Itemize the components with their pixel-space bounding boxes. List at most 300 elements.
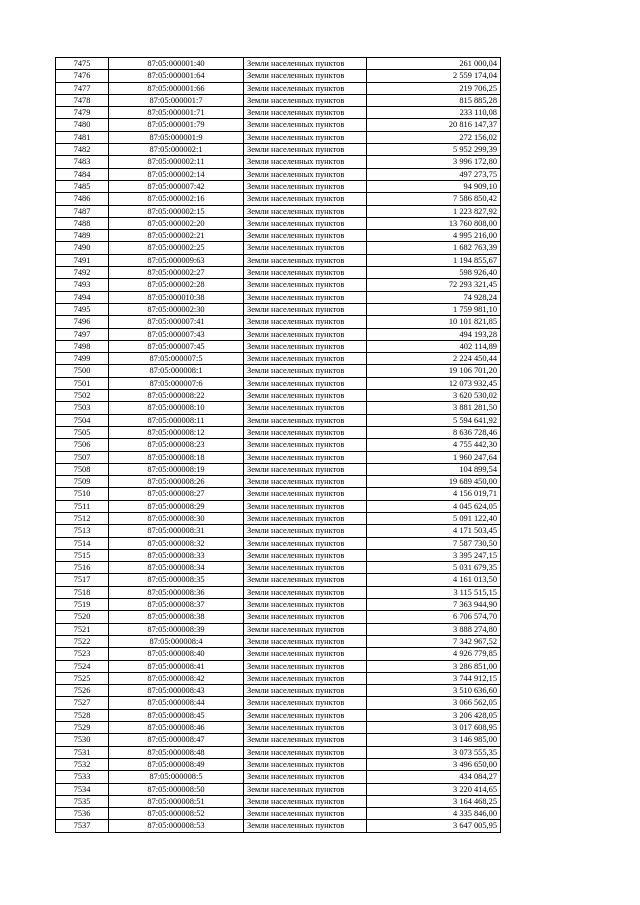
table-row <box>56 795 501 807</box>
land-category-cell: Земли населенных пунктов <box>244 168 367 180</box>
row-number-cell: 7513 <box>56 525 109 537</box>
cadastral-number-cell: 87:05:000008:18 <box>109 451 244 463</box>
cadastral-number-cell: 87:05:000008:51 <box>109 795 244 807</box>
cadastral-number-cell: 87:05:000008:42 <box>109 672 244 684</box>
table-row <box>56 771 501 783</box>
cadastral-value-cell: 1 194 855,67 <box>367 254 501 266</box>
row-number-cell: 7531 <box>56 746 109 758</box>
land-category-cell: Земли населенных пунктов <box>244 537 367 549</box>
table-row <box>56 623 501 635</box>
row-number-cell: 7500 <box>56 365 109 377</box>
table-row <box>56 660 501 672</box>
cadastral-value-cell: 4 156 019,71 <box>367 488 501 500</box>
cadastral-value-cell: 3 510 636,60 <box>367 685 501 697</box>
land-category-cell: Земли населенных пунктов <box>244 414 367 426</box>
cadastral-value-cell: 19 106 701,20 <box>367 365 501 377</box>
land-category-cell: Земли населенных пунктов <box>244 574 367 586</box>
land-category-cell: Земли населенных пунктов <box>244 820 367 832</box>
land-category-cell: Земли населенных пунктов <box>244 611 367 623</box>
row-number-cell: 7524 <box>56 660 109 672</box>
cadastral-value-cell: 4 161 013,50 <box>367 574 501 586</box>
cadastral-value-cell: 3 017 608,95 <box>367 722 501 734</box>
land-category-cell: Земли населенных пунктов <box>244 390 367 402</box>
land-category-cell: Земли населенных пунктов <box>244 230 367 242</box>
cadastral-value-cell: 3 881 281,50 <box>367 402 501 414</box>
row-number-cell: 7514 <box>56 537 109 549</box>
row-number-cell: 7488 <box>56 217 109 229</box>
cadastral-number-cell: 87:05:000008:44 <box>109 697 244 709</box>
table-row <box>56 537 501 549</box>
row-number-cell: 7515 <box>56 549 109 561</box>
cadastral-value-cell: 12 073 932,45 <box>367 377 501 389</box>
row-number-cell: 7519 <box>56 599 109 611</box>
cadastral-number-cell: 87:05:000008:30 <box>109 512 244 524</box>
land-category-cell: Земли населенных пунктов <box>244 180 367 192</box>
cadastral-number-cell: 87:05:000008:39 <box>109 623 244 635</box>
land-category-cell: Земли населенных пунктов <box>244 217 367 229</box>
cadastral-number-cell: 87:05:000008:48 <box>109 746 244 758</box>
land-category-cell: Земли населенных пунктов <box>244 193 367 205</box>
table-row <box>56 439 501 451</box>
table-row <box>56 611 501 623</box>
row-number-cell: 7507 <box>56 451 109 463</box>
cadastral-number-cell: 87:05:000007:41 <box>109 316 244 328</box>
land-category-cell: Земли населенных пунктов <box>244 586 367 598</box>
row-number-cell: 7518 <box>56 586 109 598</box>
table-row <box>56 205 501 217</box>
table-row <box>56 70 501 82</box>
land-category-cell: Земли населенных пунктов <box>244 94 367 106</box>
table-body <box>56 58 501 833</box>
cadastral-value-cell: 3 164 468,25 <box>367 795 501 807</box>
row-number-cell: 7478 <box>56 94 109 106</box>
cadastral-number-cell: 87:05:000007:42 <box>109 180 244 192</box>
cadastral-number-cell: 87:05:000008:19 <box>109 463 244 475</box>
row-number-cell: 7511 <box>56 500 109 512</box>
row-number-cell: 7481 <box>56 131 109 143</box>
cadastral-value-cell: 3 496 650,00 <box>367 758 501 770</box>
row-number-cell: 7475 <box>56 58 109 70</box>
cadastral-value-cell: 261 000,04 <box>367 58 501 70</box>
cadastral-number-cell: 87:05:000002:15 <box>109 205 244 217</box>
cadastral-number-cell: 87:05:000002:1 <box>109 144 244 156</box>
cadastral-number-cell: 87:05:000008:45 <box>109 709 244 721</box>
table-row <box>56 722 501 734</box>
land-category-cell: Земли населенных пунктов <box>244 82 367 94</box>
table-row <box>56 685 501 697</box>
cadastral-number-cell: 87:05:000008:29 <box>109 500 244 512</box>
table-row <box>56 119 501 131</box>
cadastral-value-cell: 4 171 503,45 <box>367 525 501 537</box>
row-number-cell: 7492 <box>56 267 109 279</box>
cadastral-number-cell: 87:05:000008:11 <box>109 414 244 426</box>
cadastral-number-cell: 87:05:000008:53 <box>109 820 244 832</box>
cadastral-value-cell: 3 115 515,15 <box>367 586 501 598</box>
cadastral-number-cell: 87:05:000008:10 <box>109 402 244 414</box>
land-category-cell: Земли населенных пунктов <box>244 254 367 266</box>
cadastral-value-table <box>55 57 501 833</box>
land-category-cell: Земли населенных пунктов <box>244 131 367 143</box>
cadastral-number-cell: 87:05:000008:33 <box>109 549 244 561</box>
table-row <box>56 808 501 820</box>
row-number-cell: 7510 <box>56 488 109 500</box>
cadastral-value-cell: 402 114,89 <box>367 340 501 352</box>
table-row <box>56 512 501 524</box>
row-number-cell: 7491 <box>56 254 109 266</box>
table-row <box>56 672 501 684</box>
row-number-cell: 7529 <box>56 722 109 734</box>
cadastral-number-cell: 87:05:000002:30 <box>109 303 244 315</box>
land-category-cell: Земли населенных пунктов <box>244 500 367 512</box>
cadastral-number-cell: 87:05:000002:25 <box>109 242 244 254</box>
table-row <box>56 353 501 365</box>
row-number-cell: 7480 <box>56 119 109 131</box>
cadastral-number-cell: 87:05:000008:31 <box>109 525 244 537</box>
cadastral-value-cell: 74 928,24 <box>367 291 501 303</box>
table-row <box>56 390 501 402</box>
table-row <box>56 525 501 537</box>
row-number-cell: 7526 <box>56 685 109 697</box>
table-row <box>56 156 501 168</box>
cadastral-value-cell: 5 594 641,92 <box>367 414 501 426</box>
land-category-cell: Земли населенных пунктов <box>244 599 367 611</box>
cadastral-value-cell: 94 909,10 <box>367 180 501 192</box>
cadastral-number-cell: 87:05:000007:6 <box>109 377 244 389</box>
table-row <box>56 94 501 106</box>
row-number-cell: 7523 <box>56 648 109 660</box>
cadastral-value-cell: 1 759 981,10 <box>367 303 501 315</box>
row-number-cell: 7528 <box>56 709 109 721</box>
cadastral-number-cell: 87:05:000007:43 <box>109 328 244 340</box>
land-category-cell: Земли населенных пунктов <box>244 291 367 303</box>
land-category-cell: Земли населенных пунктов <box>244 463 367 475</box>
cadastral-value-cell: 8 636 728,46 <box>367 426 501 438</box>
row-number-cell: 7495 <box>56 303 109 315</box>
cadastral-value-cell: 1 960 247,64 <box>367 451 501 463</box>
cadastral-number-cell: 87:05:000001:71 <box>109 107 244 119</box>
row-number-cell: 7533 <box>56 771 109 783</box>
table-row <box>56 463 501 475</box>
table-row <box>56 328 501 340</box>
row-number-cell: 7476 <box>56 70 109 82</box>
table-row <box>56 365 501 377</box>
land-category-cell: Земли населенных пунктов <box>244 365 367 377</box>
table-row <box>56 377 501 389</box>
row-number-cell: 7503 <box>56 402 109 414</box>
cadastral-number-cell: 87:05:000009:63 <box>109 254 244 266</box>
cadastral-value-cell: 1 223 827,92 <box>367 205 501 217</box>
cadastral-value-cell: 3 220 414,65 <box>367 783 501 795</box>
table-row <box>56 303 501 315</box>
land-category-cell: Земли населенных пунктов <box>244 734 367 746</box>
table-row <box>56 734 501 746</box>
row-number-cell: 7530 <box>56 734 109 746</box>
table-row <box>56 402 501 414</box>
cadastral-value-cell: 3 206 428,05 <box>367 709 501 721</box>
table-row <box>56 180 501 192</box>
land-category-cell: Земли населенных пунктов <box>244 672 367 684</box>
table-row <box>56 820 501 832</box>
cadastral-value-cell: 5 952 299,39 <box>367 144 501 156</box>
cadastral-number-cell: 87:05:000008:40 <box>109 648 244 660</box>
land-category-cell: Земли населенных пунктов <box>244 758 367 770</box>
cadastral-value-cell: 4 755 442,30 <box>367 439 501 451</box>
land-category-cell: Земли населенных пунктов <box>244 635 367 647</box>
cadastral-number-cell: 87:05:000008:34 <box>109 562 244 574</box>
row-number-cell: 7484 <box>56 168 109 180</box>
cadastral-number-cell: 87:05:000008:27 <box>109 488 244 500</box>
cadastral-number-cell: 87:05:000008:5 <box>109 771 244 783</box>
table-row <box>56 340 501 352</box>
land-category-cell: Земли населенных пунктов <box>244 267 367 279</box>
land-category-cell: Земли населенных пунктов <box>244 488 367 500</box>
cadastral-value-cell: 2 224 450,44 <box>367 353 501 365</box>
land-category-cell: Земли населенных пунктов <box>244 439 367 451</box>
land-category-cell: Земли населенных пунктов <box>244 316 367 328</box>
cadastral-number-cell: 87:05:000001:79 <box>109 119 244 131</box>
table-row <box>56 144 501 156</box>
row-number-cell: 7496 <box>56 316 109 328</box>
land-category-cell: Земли населенных пунктов <box>244 746 367 758</box>
cadastral-value-cell: 815 885,28 <box>367 94 501 106</box>
cadastral-number-cell: 87:05:000001:40 <box>109 58 244 70</box>
land-category-cell: Земли населенных пунктов <box>244 402 367 414</box>
cadastral-number-cell: 87:05:000010:38 <box>109 291 244 303</box>
row-number-cell: 7505 <box>56 426 109 438</box>
cadastral-value-cell: 20 816 147,37 <box>367 119 501 131</box>
row-number-cell: 7501 <box>56 377 109 389</box>
row-number-cell: 7525 <box>56 672 109 684</box>
land-category-cell: Земли населенных пунктов <box>244 722 367 734</box>
cadastral-value-cell: 272 156,02 <box>367 131 501 143</box>
land-category-cell: Земли населенных пунктов <box>244 205 367 217</box>
cadastral-number-cell: 87:05:000002:27 <box>109 267 244 279</box>
table-row <box>56 267 501 279</box>
row-number-cell: 7499 <box>56 353 109 365</box>
land-category-cell: Земли населенных пунктов <box>244 562 367 574</box>
table-row <box>56 279 501 291</box>
land-category-cell: Земли населенных пунктов <box>244 709 367 721</box>
cadastral-value-cell: 6 706 574,70 <box>367 611 501 623</box>
row-number-cell: 7536 <box>56 808 109 820</box>
cadastral-value-cell: 4 045 624,05 <box>367 500 501 512</box>
land-category-cell: Земли населенных пунктов <box>244 451 367 463</box>
cadastral-value-cell: 72 293 321,45 <box>367 279 501 291</box>
cadastral-value-cell: 4 926 779,85 <box>367 648 501 660</box>
cadastral-number-cell: 87:05:000008:50 <box>109 783 244 795</box>
cadastral-value-cell: 233 110,08 <box>367 107 501 119</box>
cadastral-number-cell: 87:05:000002:21 <box>109 230 244 242</box>
land-category-cell: Земли населенных пунктов <box>244 303 367 315</box>
table-row <box>56 291 501 303</box>
cadastral-number-cell: 87:05:000008:43 <box>109 685 244 697</box>
table-row <box>56 635 501 647</box>
cadastral-value-cell: 3 620 530,02 <box>367 390 501 402</box>
table-row <box>56 316 501 328</box>
table-row <box>56 131 501 143</box>
table-row <box>56 746 501 758</box>
cadastral-number-cell: 87:05:000001:66 <box>109 82 244 94</box>
row-number-cell: 7506 <box>56 439 109 451</box>
cadastral-number-cell: 87:05:000008:4 <box>109 635 244 647</box>
cadastral-number-cell: 87:05:000001:64 <box>109 70 244 82</box>
cadastral-value-cell: 3 647 005,95 <box>367 820 501 832</box>
land-category-cell: Земли населенных пунктов <box>244 648 367 660</box>
row-number-cell: 7502 <box>56 390 109 402</box>
table-row <box>56 599 501 611</box>
table-row <box>56 758 501 770</box>
table-row <box>56 697 501 709</box>
row-number-cell: 7522 <box>56 635 109 647</box>
cadastral-number-cell: 87:05:000008:46 <box>109 722 244 734</box>
table-row <box>56 414 501 426</box>
cadastral-value-cell: 4 335 846,00 <box>367 808 501 820</box>
cadastral-value-cell: 3 073 555,35 <box>367 746 501 758</box>
table-row <box>56 242 501 254</box>
table-row <box>56 488 501 500</box>
land-category-cell: Земли населенных пунктов <box>244 279 367 291</box>
table-row <box>56 783 501 795</box>
cadastral-number-cell: 87:05:000008:12 <box>109 426 244 438</box>
land-category-cell: Земли населенных пунктов <box>244 328 367 340</box>
cadastral-value-cell: 598 926,40 <box>367 267 501 279</box>
cadastral-number-cell: 87:05:000001:7 <box>109 94 244 106</box>
cadastral-value-cell: 7 587 730,50 <box>367 537 501 549</box>
cadastral-number-cell: 87:05:000002:14 <box>109 168 244 180</box>
cadastral-number-cell: 87:05:000008:38 <box>109 611 244 623</box>
land-category-cell: Земли населенных пунктов <box>244 426 367 438</box>
row-number-cell: 7489 <box>56 230 109 242</box>
table-row <box>56 426 501 438</box>
cadastral-value-cell: 434 084,27 <box>367 771 501 783</box>
row-number-cell: 7537 <box>56 820 109 832</box>
land-category-cell: Земли населенных пунктов <box>244 144 367 156</box>
cadastral-value-cell: 5 031 679,35 <box>367 562 501 574</box>
table-row <box>56 648 501 660</box>
land-category-cell: Земли населенных пунктов <box>244 795 367 807</box>
land-category-cell: Земли населенных пунктов <box>244 107 367 119</box>
cadastral-number-cell: 87:05:000008:47 <box>109 734 244 746</box>
cadastral-value-cell: 3 066 562,05 <box>367 697 501 709</box>
row-number-cell: 7521 <box>56 623 109 635</box>
table-row <box>56 82 501 94</box>
land-category-cell: Земли населенных пунктов <box>244 340 367 352</box>
cadastral-number-cell: 87:05:000007:5 <box>109 353 244 365</box>
table-row <box>56 709 501 721</box>
land-category-cell: Земли населенных пунктов <box>244 771 367 783</box>
row-number-cell: 7486 <box>56 193 109 205</box>
table-row <box>56 58 501 70</box>
table-row <box>56 549 501 561</box>
row-number-cell: 7482 <box>56 144 109 156</box>
cadastral-value-cell: 3 395 247,15 <box>367 549 501 561</box>
cadastral-value-cell: 2 559 174,04 <box>367 70 501 82</box>
land-category-cell: Земли населенных пунктов <box>244 697 367 709</box>
row-number-cell: 7490 <box>56 242 109 254</box>
cadastral-number-cell: 87:05:000008:32 <box>109 537 244 549</box>
cadastral-number-cell: 87:05:000008:26 <box>109 476 244 488</box>
table-row <box>56 500 501 512</box>
land-category-cell: Земли населенных пунктов <box>244 476 367 488</box>
cadastral-value-cell: 1 682 763,39 <box>367 242 501 254</box>
cadastral-value-cell: 219 706,25 <box>367 82 501 94</box>
cadastral-value-cell: 3 996 172,80 <box>367 156 501 168</box>
cadastral-value-cell: 3 146 985,00 <box>367 734 501 746</box>
row-number-cell: 7520 <box>56 611 109 623</box>
cadastral-value-cell: 13 760 808,00 <box>367 217 501 229</box>
land-category-cell: Земли населенных пунктов <box>244 783 367 795</box>
land-category-cell: Земли населенных пунктов <box>244 156 367 168</box>
cadastral-number-cell: 87:05:000008:23 <box>109 439 244 451</box>
row-number-cell: 7485 <box>56 180 109 192</box>
cadastral-number-cell: 87:05:000002:16 <box>109 193 244 205</box>
land-category-cell: Земли населенных пунктов <box>244 377 367 389</box>
cadastral-value-cell: 10 101 821,85 <box>367 316 501 328</box>
table-row <box>56 168 501 180</box>
land-category-cell: Земли населенных пунктов <box>244 119 367 131</box>
land-category-cell: Земли населенных пунктов <box>244 353 367 365</box>
cadastral-value-cell: 4 995 216,00 <box>367 230 501 242</box>
row-number-cell: 7512 <box>56 512 109 524</box>
land-category-cell: Земли населенных пунктов <box>244 808 367 820</box>
cadastral-number-cell: 87:05:000008:36 <box>109 586 244 598</box>
row-number-cell: 7483 <box>56 156 109 168</box>
table-row <box>56 217 501 229</box>
cadastral-value-cell: 7 586 850,42 <box>367 193 501 205</box>
land-category-cell: Земли населенных пунктов <box>244 70 367 82</box>
cadastral-value-cell: 7 342 967,52 <box>367 635 501 647</box>
cadastral-number-cell: 87:05:000001:9 <box>109 131 244 143</box>
table-row <box>56 574 501 586</box>
land-category-cell: Земли населенных пунктов <box>244 549 367 561</box>
cadastral-number-cell: 87:05:000008:49 <box>109 758 244 770</box>
cadastral-value-cell: 3 744 912,15 <box>367 672 501 684</box>
row-number-cell: 7508 <box>56 463 109 475</box>
cadastral-value-cell: 3 286 851,00 <box>367 660 501 672</box>
cadastral-number-cell: 87:05:000002:28 <box>109 279 244 291</box>
cadastral-number-cell: 87:05:000008:41 <box>109 660 244 672</box>
row-number-cell: 7504 <box>56 414 109 426</box>
row-number-cell: 7517 <box>56 574 109 586</box>
land-category-cell: Земли населенных пунктов <box>244 58 367 70</box>
row-number-cell: 7535 <box>56 795 109 807</box>
row-number-cell: 7497 <box>56 328 109 340</box>
cadastral-value-cell: 3 888 274,80 <box>367 623 501 635</box>
row-number-cell: 7494 <box>56 291 109 303</box>
cadastral-value-cell: 494 193,28 <box>367 328 501 340</box>
table-row <box>56 586 501 598</box>
cadastral-number-cell: 87:05:000008:22 <box>109 390 244 402</box>
cadastral-value-cell: 497 273,75 <box>367 168 501 180</box>
cadastral-number-cell: 87:05:000008:35 <box>109 574 244 586</box>
cadastral-number-cell: 87:05:000008:1 <box>109 365 244 377</box>
row-number-cell: 7479 <box>56 107 109 119</box>
land-category-cell: Земли населенных пунктов <box>244 242 367 254</box>
row-number-cell: 7487 <box>56 205 109 217</box>
cadastral-number-cell: 87:05:000008:52 <box>109 808 244 820</box>
cadastral-number-cell: 87:05:000008:37 <box>109 599 244 611</box>
row-number-cell: 7509 <box>56 476 109 488</box>
cadastral-number-cell: 87:05:000007:45 <box>109 340 244 352</box>
row-number-cell: 7493 <box>56 279 109 291</box>
row-number-cell: 7477 <box>56 82 109 94</box>
land-category-cell: Земли населенных пунктов <box>244 512 367 524</box>
table-row <box>56 562 501 574</box>
cadastral-value-cell: 5 091 122,40 <box>367 512 501 524</box>
row-number-cell: 7534 <box>56 783 109 795</box>
table-row <box>56 230 501 242</box>
land-category-cell: Земли населенных пунктов <box>244 660 367 672</box>
